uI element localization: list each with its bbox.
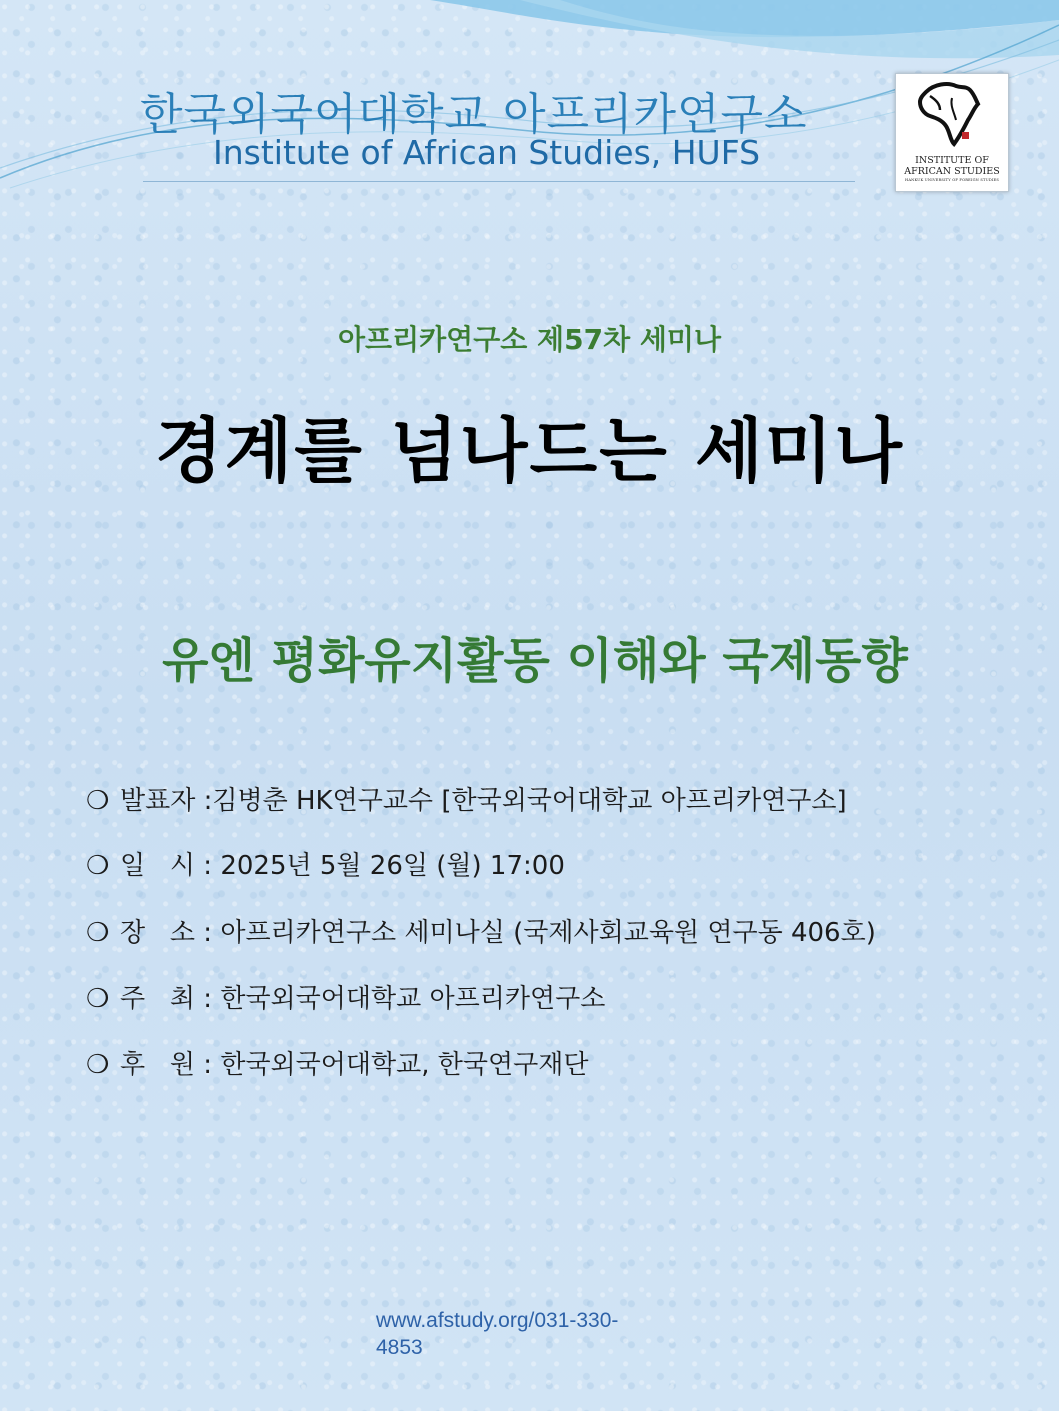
detail-value: 아프리카연구소 세미나실 (국제사회교육원 연구동 406호) bbox=[220, 918, 876, 948]
detail-sponsor bbox=[86, 1044, 588, 1081]
logo-text-line1: INSTITUTE OF bbox=[915, 155, 989, 166]
footer-contact-line1[interactable]: www.afstudy.org/031-330- bbox=[376, 1309, 619, 1332]
detail-host bbox=[86, 978, 605, 1015]
detail-location bbox=[86, 912, 876, 949]
bullet-icon: ❍ bbox=[86, 786, 110, 816]
detail-value: 2025년 5월 26일 (월) 17:00 bbox=[220, 851, 565, 881]
detail-label: 후 원 : bbox=[120, 1050, 221, 1080]
main-title: 경계를 넘나드는 세미나 bbox=[155, 410, 904, 492]
detail-value: 한국외국어대학교, 한국연구재단 bbox=[220, 1050, 589, 1080]
seminar-number: 아프리카연구소 제57차 세미나 bbox=[337, 323, 722, 356]
bullet-icon: ❍ bbox=[86, 1050, 110, 1080]
institute-logo bbox=[895, 73, 1009, 192]
seminar-topic: 유엔 평화유지활동 이해와 국제동향 bbox=[162, 633, 908, 689]
logo-text-line2: AFRICAN STUDIES bbox=[904, 166, 1000, 177]
detail-label: 발표자 : bbox=[120, 786, 213, 816]
detail-datetime bbox=[86, 845, 565, 882]
detail-presenter bbox=[86, 780, 847, 817]
bullet-icon: ❍ bbox=[86, 851, 110, 881]
detail-label: 주 최 : bbox=[120, 984, 221, 1014]
detail-label: 장 소 : bbox=[120, 918, 221, 948]
footer-contact-line2: 4853 bbox=[376, 1336, 423, 1359]
header-divider bbox=[143, 181, 855, 182]
detail-label: 일 시 : bbox=[120, 851, 221, 881]
bullet-icon: ❍ bbox=[86, 984, 110, 1014]
detail-value: 한국외국어대학교 아프리카연구소 bbox=[220, 984, 606, 1014]
bullet-icon: ❍ bbox=[86, 918, 110, 948]
footer-contact bbox=[376, 1307, 666, 1361]
detail-value: 김병춘 HK연구교수 [한국외국어대학교 아프리카연구소] bbox=[212, 786, 847, 816]
logo-text-line3: HANKUK UNIVERSITY OF FOREIGN STUDIES bbox=[905, 178, 999, 182]
institute-title-english: Institute of African Studies, HUFS bbox=[213, 133, 761, 172]
africa-map-logo-icon bbox=[896, 74, 1008, 154]
institute-title-korean: 한국외국어대학교 아프리카연구소 bbox=[140, 89, 808, 140]
